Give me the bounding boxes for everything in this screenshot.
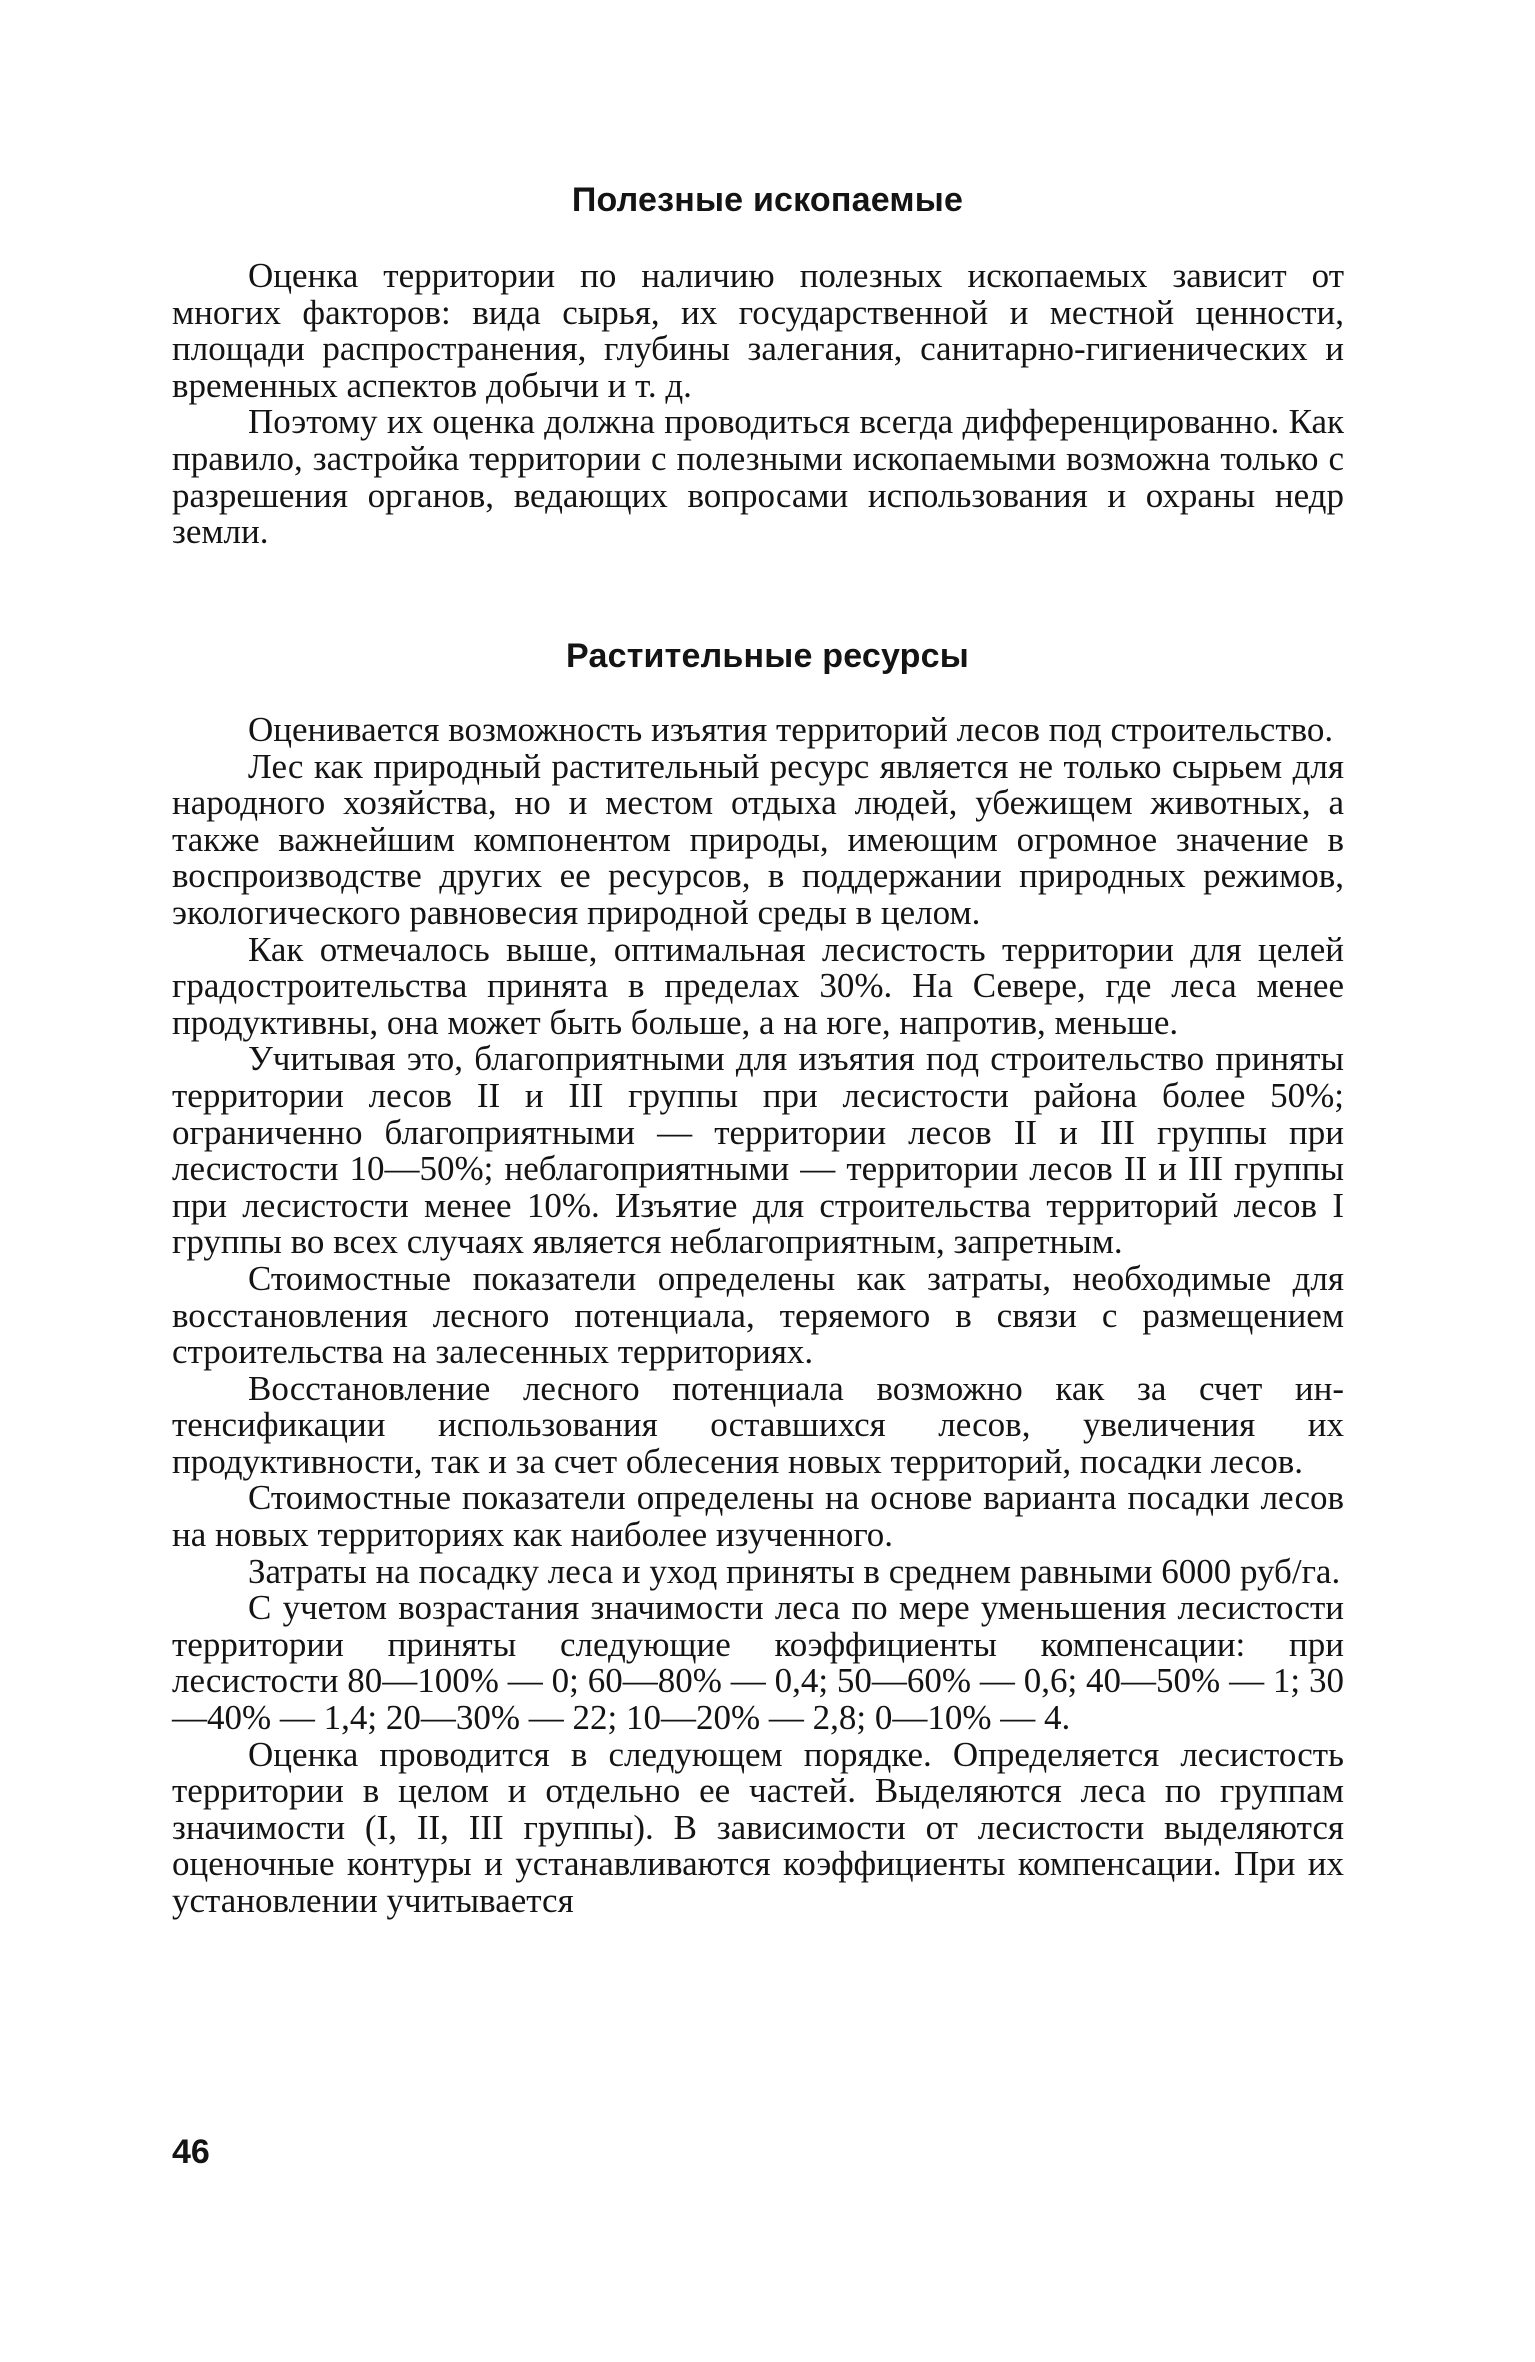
paragraph: С учетом возрастания значимости леса по мере уменьшения лесистости территории приняты следующие коэффициенты компенсации: при лесистости 80—100% — 0; 60—80% — 0,4; 50—60% — 0,6; 40—50% — 1; 30—40% — 1,4; 20—30% — 22; 10—20% — 2,8; 0—10% — 4. (172, 1588, 1344, 1738)
paragraph: Затраты на посадку леса и уход приняты в среднем равными 6000 руб/га. (248, 1551, 1341, 1591)
paragraph: Восстановление лесного потенциала возможно как за счет интенсификации использования оставшихся лесов, увеличения их продуктивности, так и за счет облесения новых территорий, посадки лесов. (172, 1368, 1344, 1481)
paragraph: Оценка территории по наличию полезных ископаемых зависит от многих факторов: вида сырья, их государственной и местной ценности, площади распространения, глубины залегания, санитарно-гигиенических и временных аспектов добычи и т. д. (172, 256, 1344, 405)
paragraph: Лес как природный растительный ресурс является не только сырьем для народного хозяйства, но и местом отдыха людей, убежищем животных, а также важнейшим компонентом природы, имеющим огромное значение в воспроизводстве других ее ресурсов, в поддержании природных режимов, экологического равновесия природной среды в целом. (172, 746, 1344, 932)
paragraph: Стоимостные показатели определены как затраты, необходимые для восстановления лесного потенциала, теряемого в связи с размещением строительства на залесенных территориях. (172, 1258, 1344, 1372)
section-heading-minerals: Полезные ископаемые (571, 181, 964, 219)
paragraph: Оценивается возможность изъятия территорий лесов под строительство. (248, 710, 1334, 749)
paragraph: Учитывая это, благоприятными для изъятия под строительство приняты территории лесов II и III группы при лесистости района более 50%; ограниченно благоприятными — территории лесов II и III группы при лесистости 10—50%; неблагоприятными — территории лесов II и III группы при лесистости менее 10%. Изъятие для строительства территорий лесов I группы во всех случаях является неблагоприятным, запретным. (172, 1039, 1344, 1262)
paragraph: Как отмечалось выше, оптимальная лесистость территории для целей градостроительства принята в пределах 30%. На Севере, где леса менее продуктивны, она может быть больше, а на юге, напротив, меньше. (172, 929, 1344, 1042)
paragraph: Стоимостные показатели определены на основе варианта посадки лесов на новых территориях как наиболее изученного. (172, 1478, 1344, 1555)
section-body-minerals (172, 258, 1344, 551)
section-body-plant-resources (172, 712, 1344, 1920)
section-heading-plant-resources: Растительные ресурсы (566, 637, 969, 675)
paragraph: Оценка проводится в следующем порядке. Определяется лесистость территории в целом и отдельно ее частей. Выделяются леса по группам значимости (I, II, III группы). В зависимости от лесистости выделяются оценочные контуры и устанавливаются коэффициенты компенсации. При их установлении учитывается (172, 1734, 1344, 1920)
page-number: 46 (172, 2133, 210, 2171)
paragraph: Поэтому их оценка должна проводиться всегда дифференцированно. Как правило, застройка территории с полезными ископаемыми возможна только с разрешения органов, ведающих вопросами использования и охраны недр земли. (172, 402, 1344, 552)
